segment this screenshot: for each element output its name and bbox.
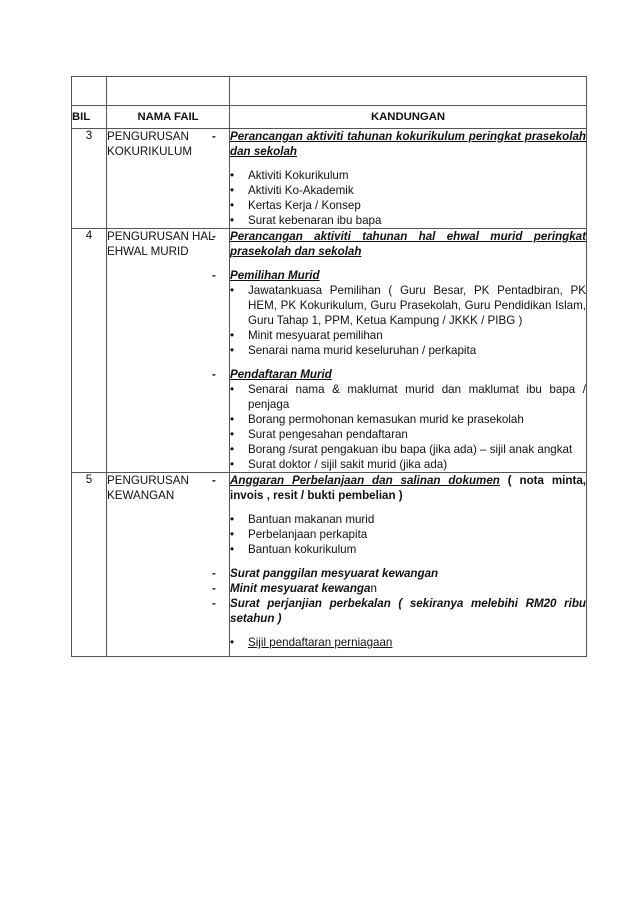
list-item: • Senarai nama murid keseluruhan / perkapita [230, 343, 586, 358]
section-heading [230, 229, 586, 259]
list-item: • Sijil pendaftaran perniagaan [230, 635, 586, 650]
section-heading [230, 596, 586, 626]
section-heading [230, 581, 586, 596]
table-row [72, 129, 587, 229]
section-heading-text: Perancangan aktiviti tahunan kokurikulum peringkat prasekolah dan sekolah [230, 130, 586, 158]
blank-row [72, 77, 587, 106]
section-heading [230, 129, 586, 159]
section-heading [230, 367, 586, 382]
list-item: • Borang /surat pengakuan ibu bapa (jika ada) – sijil anak angkat [230, 442, 586, 457]
file-content [230, 473, 587, 657]
file-name-line: EHWAL MURID [107, 245, 189, 258]
section-heading-text: n [370, 582, 377, 595]
header-kandungan: KANDUNGAN [230, 106, 587, 129]
section-heading [230, 566, 586, 581]
list-item: • Surat kebenaran ibu bapa [230, 213, 586, 228]
list-item: • Surat pengesahan pendaftaran [230, 427, 586, 442]
list-item: • Bantuan kokurikulum [230, 542, 586, 557]
list-item: • Surat doktor / sijil sakit murid (jika ada) [230, 457, 586, 472]
file-name-line: KOKURIKULUM [107, 145, 193, 158]
blank-cell [107, 77, 230, 106]
section-heading-text: Anggaran Perbelanjaan dan salinan dokumen [230, 474, 500, 487]
file-name-line: PENGURUSAN [107, 130, 189, 143]
file-name [107, 229, 230, 473]
list-item: • Senarai nama & maklumat murid dan maklumat ibu bapa / penjaga [230, 382, 586, 412]
row-number: 5 [72, 473, 107, 657]
section-heading-text: Pendaftaran Murid [230, 368, 332, 381]
file-name-line: KEWANGAN [107, 489, 175, 502]
file-name-line: PENGURUSAN [107, 474, 189, 487]
file-content [230, 229, 587, 473]
list-item: • Aktiviti Ko-Akademik [230, 183, 586, 198]
kandungan-fail-table [71, 76, 587, 657]
file-name-line: PENGURUSAN HAL [107, 230, 215, 243]
table-row [72, 229, 587, 473]
blank-cell [72, 77, 107, 106]
section-heading-note: ( nota minta, invois , resit / bukti pembelian ) [230, 474, 586, 502]
list-item: • Aktiviti Kokurikulum [230, 168, 586, 183]
section-heading [230, 268, 586, 283]
section-heading-text: Minit mesyuarat kewanga [230, 582, 371, 595]
section-heading-text: Surat perjanjian perbekalan ( sekiranya melebihi RM20 ribu setahun ) [230, 597, 586, 625]
list-item: • Jawatankuasa Pemilihan ( Guru Besar, PK Pentadbiran, PK HEM, PK Kokurikulum, Guru Prasekolah, Guru Pendidikan Islam, Guru Tahap 1, PPM, Ketua Kampung / JKKK / PIBG ) [230, 283, 586, 328]
list-item: • Kertas Kerja / Konsep [230, 198, 586, 213]
table-row [72, 473, 587, 657]
list-item: • Perbelanjaan perkapita [230, 527, 586, 542]
section-heading-text: Surat panggilan mesyuarat kewangan [230, 567, 439, 580]
blank-cell [230, 77, 587, 106]
list-item: • Minit mesyuarat pemilihan [230, 328, 586, 343]
row-number: 4 [72, 229, 107, 473]
list-item: • Borang permohonan kemasukan murid ke prasekolah [230, 412, 586, 427]
file-content [230, 129, 587, 229]
header-bil: BIL [72, 106, 107, 129]
header-nama-fail: NAMA FAIL [107, 106, 230, 129]
list-item: • Bantuan makanan murid [230, 512, 586, 527]
row-number: 3 [72, 129, 107, 229]
section-heading-text: Perancangan aktiviti tahunan hal ehwal murid peringkat prasekolah dan sekolah [230, 230, 586, 258]
file-name [107, 473, 230, 657]
section-heading [230, 473, 586, 503]
header-row [72, 106, 587, 129]
section-heading-text: Pemilihan Murid [230, 269, 320, 282]
